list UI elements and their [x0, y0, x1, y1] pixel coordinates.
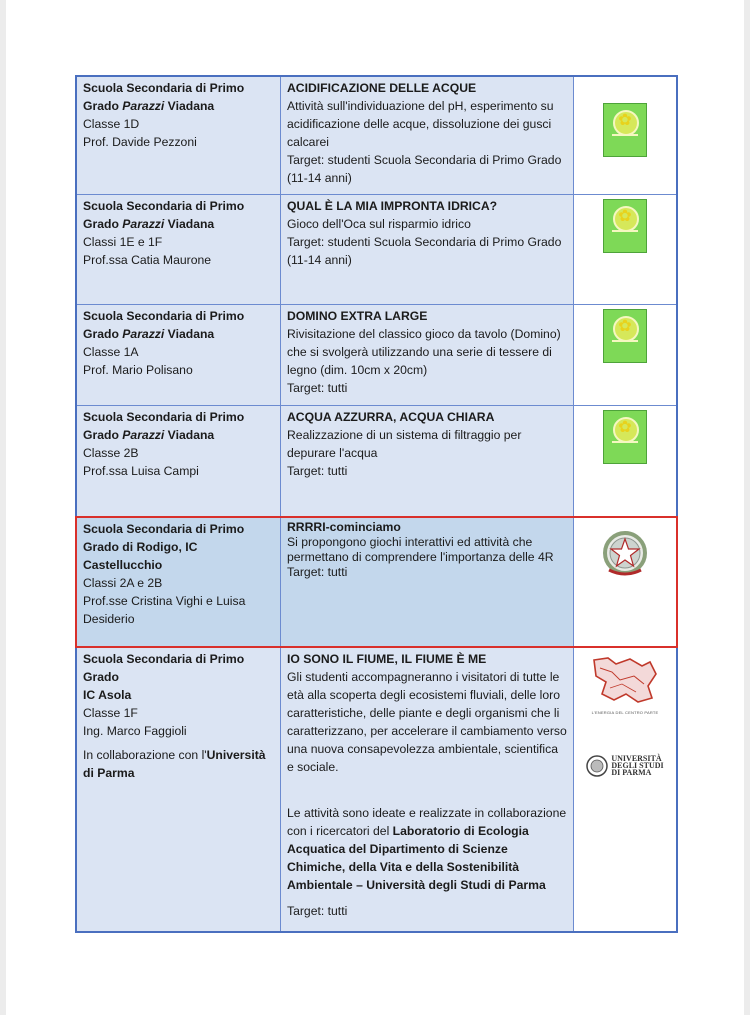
- school-cell: [76, 304, 281, 405]
- school-name-line1: Scuola Secondaria di Primo: [83, 308, 245, 323]
- map-logo-caption: L'ENERGIA DEL CENTRO PARTE: [591, 709, 659, 715]
- activity-description: Si propongono giochi interattivi ed attività che permettano di comprendere l'importanza delle 4R: [287, 534, 554, 564]
- school-name-line2: Grado di Rodigo, IC Castellucchio: [83, 539, 198, 572]
- green-school-logo-icon: ✿: [603, 410, 647, 464]
- teacher-label: Prof. Davide Pezzoni: [83, 135, 197, 149]
- table-row-highlighted: [76, 517, 677, 647]
- activity-target: Target: tutti: [287, 463, 348, 478]
- activity-description: Gli studenti accompagneranno i visitatori di tutte le età alla scoperta degli ecosistemi fluviali, delle loro caratteristiche, delle piante e degli organismi che li caratterizzano, per accelerare il cambiamento verso una nuova consapevolezza ambientale, scientifica e sociale.: [287, 669, 567, 774]
- teacher-label: Prof.sse Cristina Vighi e Luisa Desiderio: [83, 593, 246, 626]
- school-name-line2: Grado Parazzi Viadana: [83, 326, 215, 341]
- activity-cell: [281, 304, 574, 405]
- collaboration-note: In collaborazione con l'Università di Parma: [83, 747, 266, 780]
- school-name-line2: Grado Parazzi Viadana: [83, 99, 215, 113]
- class-label: Classe 1A: [83, 344, 139, 359]
- activity-target: Target: tutti: [287, 380, 348, 395]
- school-name-line2: Grado: [83, 669, 119, 684]
- table-row: [76, 405, 677, 517]
- activity-title: RRRRI-cominciamo: [287, 519, 401, 534]
- teacher-label: Prof.ssa Luisa Campi: [83, 463, 199, 478]
- school-name-line1: Scuola Secondaria di Primo: [83, 521, 245, 536]
- activity-target: Target: tutti: [287, 564, 348, 579]
- university-of-parma-logo: [586, 755, 663, 777]
- school-name-line2: Grado Parazzi Viadana: [83, 427, 215, 442]
- school-cell: [76, 194, 281, 304]
- activity-cell: [281, 405, 574, 517]
- class-label: Classi 1E e 1F: [83, 234, 163, 249]
- school-name-line1: Scuola Secondaria di Primo: [83, 651, 245, 666]
- activity-cell: [281, 76, 574, 194]
- university-seal-icon: [586, 755, 608, 777]
- teacher-label: Prof. Mario Polisano: [83, 362, 193, 377]
- logo-cell: [574, 76, 678, 194]
- class-label: Classi 2A e 2B: [83, 575, 163, 590]
- table-row: [76, 304, 677, 405]
- logo-cell: [574, 304, 678, 405]
- italian-republic-emblem-icon: [597, 526, 653, 582]
- activity-cell: [281, 517, 574, 647]
- activity-target: Target: tutti: [287, 903, 348, 918]
- teacher-label: Prof.ssa Catia Maurone: [83, 252, 212, 267]
- school-name-line1: Scuola Secondaria di Primo: [83, 198, 245, 213]
- activity-title: ACQUA AZZURRA, ACQUA CHIARA: [287, 409, 495, 424]
- university-name-line1: UNIVERSITÀ: [611, 754, 662, 763]
- school-cell: [76, 647, 281, 932]
- activities-table: [75, 75, 678, 933]
- class-label: Classe 2B: [83, 445, 139, 460]
- school-name-line2: Grado Parazzi Viadana: [83, 216, 215, 231]
- school-name-line3: IC Asola: [83, 687, 132, 702]
- green-school-logo-icon: ✿: [603, 103, 647, 157]
- school-cell: [76, 405, 281, 517]
- activity-description: Rivisitazione del classico gioco da tavolo (Domino) che si svolgerà utilizzando una serie di tessere di legno (dim. 10cm x 20cm): [287, 326, 561, 377]
- activity-title: ACIDIFICAZIONE DELLE ACQUE: [287, 81, 477, 95]
- class-label: Classe 1D: [83, 117, 140, 131]
- school-cell: [76, 76, 281, 194]
- school-name-line1: Scuola Secondaria di Primo: [83, 409, 245, 424]
- school-name-line1: Scuola Secondaria di Primo: [83, 81, 245, 95]
- university-name-line2: DEGLI STUDI: [611, 761, 664, 770]
- activity-cell: [281, 194, 574, 304]
- activity-collaboration: Le attività sono ideate e realizzate in collaborazione con i ricercatori del Laboratorio di Ecologia Acquatica del Dipartimento di Scienze Chimiche, della Vita e della Sostenibilità Ambientale – Università degli Studi di Parma: [287, 805, 567, 892]
- activity-cell: [281, 647, 574, 932]
- activity-title: QUAL È LA MIA IMPRONTA IDRICA?: [287, 198, 498, 213]
- table-row: [76, 647, 677, 932]
- table-row: [76, 76, 677, 194]
- activity-description: Attività sull'individuazione del pH, esperimento su acidificazione delle acque, dissoluzione dei gusci calcarei: [287, 99, 554, 149]
- territory-map-logo-icon: [590, 654, 660, 710]
- class-label: Classe 1F: [83, 705, 138, 720]
- activity-target: Target: studenti Scuola Secondaria di Primo Grado (11-14 anni): [287, 153, 562, 185]
- activity-description: Gioco dell'Oca sul risparmio idrico: [287, 216, 471, 231]
- logo-cell: [574, 647, 678, 932]
- activity-title: DOMINO EXTRA LARGE: [287, 308, 428, 323]
- teacher-label: Ing. Marco Faggioli: [83, 723, 187, 738]
- table-row: [76, 194, 677, 304]
- green-school-logo-icon: ✿: [603, 309, 647, 363]
- activity-target: Target: studenti Scuola Secondaria di Primo Grado (11-14 anni): [287, 234, 562, 267]
- activity-title: IO SONO IL FIUME, IL FIUME È ME: [287, 651, 487, 666]
- activity-description: Realizzazione di un sistema di filtraggio per depurare l'acqua: [287, 427, 522, 460]
- school-cell: [76, 517, 281, 647]
- logo-cell: [574, 517, 678, 647]
- logo-cell: [574, 194, 678, 304]
- green-school-logo-icon: ✿: [603, 199, 647, 253]
- logo-cell: [574, 405, 678, 517]
- university-name-line3: DI PARMA: [611, 768, 652, 777]
